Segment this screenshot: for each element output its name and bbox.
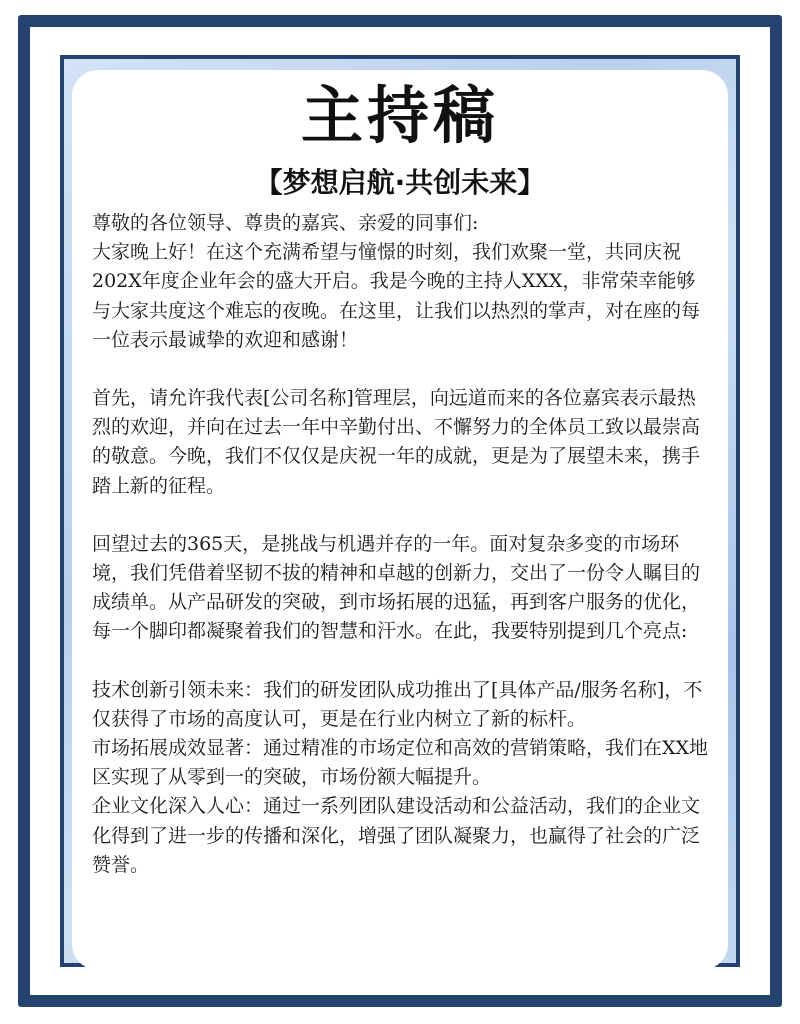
paragraph-2: 首先，请允许我代表[公司名称]管理层，向远道而来的各位嘉宾表示最热烈的欢迎，并向在过去一年中辛勤付出、不懈努力的全体员工致以最崇高的敬意。今晚，我们不仅仅是庆祝一年的成就，更是为了展望未来，携手踏上新的征程。	[92, 387, 701, 497]
highlight-2: 市场拓展成效显著：通过精准的市场定位和高效的营销策略，我们在XX地区实现了从零到一的突破，市场份额大幅提升。	[92, 737, 709, 789]
paragraph-3: 回望过去的365天，是挑战与机遇并存的一年。面对复杂多变的市场环境，我们凭借着坚韧不拔的精神和卓越的创新力，交出了一份令人瞩目的成绩单。从产品研发的突破，到市场拓展的迅猛，再到客户服务的优化，每一个脚印都凝聚着我们的智慧和汗水。在此，我要特别提到几个亮点:	[92, 532, 701, 643]
highlight-1: 技术创新引领未来：我们的研发团队成功推出了[具体产品/服务名称]，不仅获得了市场的高度认可，更是在行业内树立了新的标杆。	[92, 678, 703, 730]
highlight-3: 企业文化深入人心：通过一系列团队建设活动和公益活动，我们的企业文化得到了进一步的传播和深化，增强了团队凝聚力，也赢得了社会的广泛赞誉。	[92, 795, 701, 876]
document-body	[92, 209, 712, 880]
paragraph-spacer	[92, 647, 712, 676]
paragraph-spacer	[92, 501, 712, 530]
page-subtitle: 【梦想启航·共创未来】	[254, 166, 546, 199]
paragraph-spacer	[92, 355, 712, 384]
greeting: 尊敬的各位领导、尊贵的嘉宾、亲爱的同事们:	[92, 212, 479, 234]
page-title: 主持稿	[300, 79, 499, 152]
paragraph-1: 大家晚上好！在这个充满希望与憧憬的时刻，我们欢聚一堂，共同庆祝202X年度企业年会的盛大开启。我是今晚的主持人XXX，非常荣幸能够与大家共度这个难忘的夜晚。在这里，让我们以热烈的掌声，对在座的每一位表示最诚挚的欢迎和感谢！	[92, 241, 701, 351]
